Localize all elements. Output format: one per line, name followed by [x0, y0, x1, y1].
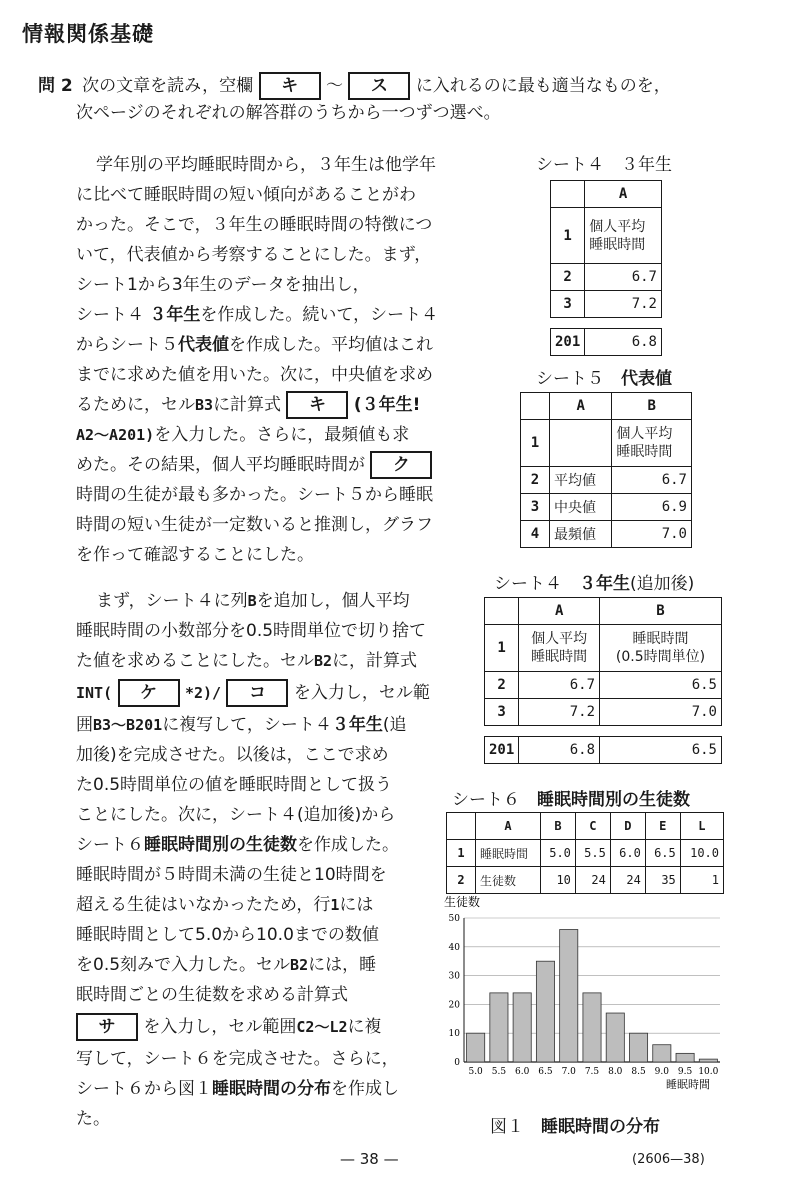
x-tick-label: 8.5	[631, 1067, 646, 1077]
question-number: 問 2	[38, 76, 73, 96]
col-header: B	[540, 813, 575, 840]
cell: 24	[610, 867, 645, 894]
cell: 5.5	[575, 840, 610, 867]
cell: 6.7	[519, 672, 600, 699]
figure-caption	[490, 1112, 660, 1137]
blank-ki-header: キ	[259, 72, 321, 100]
row-number: 2	[485, 672, 519, 699]
blank-su-header: ス	[348, 72, 410, 100]
cell: 5.0	[540, 840, 575, 867]
label-cell: 生徒数	[476, 867, 541, 894]
caption-bold: 睡眠時間別の生徒数	[537, 790, 690, 810]
passage-line	[76, 420, 409, 450]
cell-ref: 1	[330, 896, 340, 914]
row-number: 1	[551, 208, 585, 264]
text: からシート５	[76, 335, 178, 355]
cell: 6.5	[645, 840, 680, 867]
y-tick-label: 10	[448, 1029, 460, 1040]
passage-line	[76, 300, 438, 330]
passage-line: かった。そこで，３年生の睡眠時間の特徴につ	[76, 215, 433, 235]
header-cell	[585, 208, 662, 264]
cell: 7.2	[519, 699, 600, 726]
y-tick-label: 40	[448, 942, 460, 953]
header-text: 睡眠時間	[589, 236, 646, 253]
bar-5.0	[467, 1033, 485, 1062]
cell: 1	[680, 867, 723, 894]
text: を入力し，セル範	[293, 683, 430, 703]
text: を作成した。続いて，シート４	[200, 305, 439, 325]
row-number: 4	[521, 521, 550, 548]
cell: 6.0	[610, 840, 645, 867]
passage-line: 睡眠時間として5.0から10.0までの数値	[76, 925, 379, 945]
x-tick-label: 5.0	[468, 1067, 483, 1077]
x-tick-label: 7.5	[584, 1067, 600, 1077]
bar-9.5	[676, 1053, 694, 1062]
tilde: 〜	[326, 76, 343, 96]
text: を追加し，個人平均	[256, 591, 410, 611]
x-tick-label: 6.0	[515, 1067, 530, 1077]
passage-line	[76, 330, 433, 360]
cell-ref: B	[247, 592, 257, 610]
header-text: 個人平均	[616, 426, 673, 442]
break-row	[485, 726, 722, 737]
sheet5-table	[520, 392, 692, 548]
formula-part: INT(	[76, 684, 113, 702]
text: シート６	[76, 835, 144, 855]
caption-bold: 代表値	[621, 369, 672, 389]
caption-text: シート４	[494, 574, 562, 594]
cell: 35	[645, 867, 680, 894]
col-header: B	[600, 598, 722, 625]
text: た値を求めることにした。セル	[76, 651, 314, 671]
instruction-line-2: 次ページのそれぞれの解答群のうちから一つずつ選べ。	[76, 103, 501, 123]
figure-number: 図１	[490, 1117, 524, 1137]
blank-ke: ケ	[118, 679, 180, 707]
caption-text: (追加後)	[630, 574, 695, 594]
col-header: C	[575, 813, 610, 840]
header-text: 睡眠時間	[632, 631, 689, 647]
text: を入力し，セル範囲	[143, 1017, 297, 1037]
text: シート４	[76, 305, 144, 325]
formula-part: *2)/	[184, 684, 222, 702]
y-tick-label: 30	[448, 971, 460, 982]
bar-7.0	[560, 930, 578, 1062]
passage-line: た0.5時間単位の値を睡眠時間として扱う	[76, 775, 393, 795]
cell: 6.8	[519, 737, 600, 764]
passage-line: 写して，シート６を完成させた。さらに，	[76, 1049, 399, 1069]
passage-line	[76, 450, 432, 480]
text: に，計算式	[332, 651, 418, 671]
bar-8.0	[606, 1013, 624, 1062]
row-number: 1	[447, 840, 476, 867]
sheet4-table	[550, 180, 662, 356]
bar-8.5	[629, 1033, 647, 1062]
row-number: 2	[521, 467, 550, 494]
bar-6.5	[536, 961, 554, 1062]
sleep-distribution-chart	[440, 892, 730, 1092]
y-axis-label: 生徒数	[444, 895, 481, 909]
cell: 6.9	[612, 494, 692, 521]
cell: 7.0	[600, 699, 722, 726]
cell: 10.0	[680, 840, 723, 867]
text: まず，シート４に列	[96, 591, 248, 611]
x-tick-label: 10.0	[698, 1067, 719, 1077]
bar-9.0	[653, 1045, 671, 1062]
passage-line: 加後)を完成させた。以後は，ここで求め	[76, 745, 389, 765]
col-header: B	[612, 393, 692, 420]
cell: 6.5	[600, 737, 722, 764]
blank-ku: ク	[370, 451, 432, 479]
x-axis-label: 睡眠時間	[666, 1078, 710, 1091]
x-tick-label: 5.5	[491, 1067, 507, 1077]
cell-range: B3〜B201	[93, 716, 163, 734]
cell: 6.5	[600, 672, 722, 699]
text: を作成した。	[297, 835, 399, 855]
text: 囲	[76, 715, 93, 735]
cell-ref: B2	[314, 652, 333, 670]
instruction-text-2: に入れるのに最も適当なものを，	[415, 76, 671, 96]
page-number: — 38 —	[340, 1150, 399, 1168]
header-text: 個人平均	[589, 218, 646, 235]
text: を作成した。平均値はこれ	[229, 335, 433, 355]
bars	[467, 930, 718, 1062]
cell: 10	[540, 867, 575, 894]
header-text: 個人平均	[531, 631, 588, 647]
sheet6-table	[446, 812, 724, 894]
section-title: 情報関係基礎	[22, 22, 154, 46]
y-tick-label: 20	[448, 1000, 460, 1011]
text: には，睡	[308, 955, 377, 975]
row-number: 3	[551, 291, 585, 318]
sheet-name-bold: 睡眠時間別の生徒数	[144, 835, 297, 855]
blank-ko: コ	[226, 679, 288, 707]
caption-text: シート６	[452, 790, 520, 810]
text: るために，セル	[76, 395, 195, 415]
col-header: A	[550, 393, 612, 420]
text: めた。その結果，個人平均睡眠時間が	[76, 455, 365, 475]
row-number: 1	[521, 420, 550, 467]
x-tick-label: 7.0	[561, 1067, 576, 1077]
sheet-name-bold: 睡眠時間の分布	[212, 1079, 331, 1099]
formula-part: (３年生!	[353, 395, 421, 415]
text: を入力した。さらに，最頻値も求	[154, 425, 410, 445]
row-number: 2	[447, 867, 476, 894]
passage-line: シート1から3年生のデータを抽出し，	[76, 275, 370, 295]
text: には	[339, 895, 374, 915]
bar-7.5	[583, 993, 601, 1062]
row-number: 2	[551, 264, 585, 291]
blank-ki: キ	[286, 391, 348, 419]
sheet-name-bold: ３年生	[331, 715, 383, 735]
text: (追	[382, 715, 407, 735]
x-tick-label: 9.0	[654, 1067, 669, 1077]
header-cell	[519, 625, 600, 672]
header-cell	[612, 420, 692, 467]
header-text: (0.5時間単位)	[615, 649, 706, 665]
header-cell	[600, 625, 722, 672]
passage-line	[76, 890, 373, 920]
sheet5-caption	[536, 364, 672, 389]
cell-range: C2〜L2	[296, 1018, 348, 1036]
row-number: 1	[485, 625, 519, 672]
text: を0.5刻みで入力した。セル	[76, 955, 291, 975]
row-number: 3	[521, 494, 550, 521]
sheet-name-bold: ３年生	[149, 305, 201, 325]
passage-line	[76, 950, 376, 980]
bar-5.5	[490, 993, 508, 1062]
cell: 7.0	[612, 521, 692, 548]
passage-line: ことにした。次に，シート４(追加後)から	[76, 805, 396, 825]
passage-line: 時間の短い生徒が一定数いると推測し，グラフ	[76, 515, 433, 535]
passage-line	[76, 830, 399, 860]
col-header: L	[680, 813, 723, 840]
cell: 24	[575, 867, 610, 894]
cell-ref: B2	[290, 956, 309, 974]
question-instruction	[38, 72, 671, 100]
row-number: 201	[485, 737, 519, 764]
caption-text: シート５	[536, 369, 604, 389]
col-header: D	[610, 813, 645, 840]
cell: 6.8	[585, 329, 662, 356]
label-cell: 平均値	[550, 467, 612, 494]
row-number: 3	[485, 699, 519, 726]
sheet4b-table	[484, 597, 722, 764]
passage-line: 眠時間ごとの生徒数を求める計算式	[76, 985, 348, 1005]
figure-title: 睡眠時間の分布	[541, 1117, 660, 1137]
passage-line: に比べて睡眠時間の短い傾向があることがわ	[76, 185, 416, 205]
col-header: A	[585, 181, 662, 208]
label-cell: 睡眠時間	[476, 840, 541, 867]
text: に複	[347, 1017, 382, 1037]
blank-sa: サ	[76, 1013, 138, 1041]
text: に計算式	[213, 395, 282, 415]
passage-line: た。	[76, 1109, 110, 1129]
passage-line: を作って確認することにした。	[76, 545, 314, 565]
text: に複写して，シート４	[162, 715, 332, 735]
break-row	[551, 318, 662, 329]
passage-line: いて，代表値から考察することにした。まず，	[76, 245, 432, 265]
header-text: 睡眠時間	[616, 444, 673, 460]
col-header: A	[476, 813, 541, 840]
text: を作成し	[331, 1079, 399, 1099]
col-header: A	[519, 598, 600, 625]
text: 超える生徒はいなかったため，行	[76, 895, 331, 915]
passage-line	[76, 710, 407, 740]
cell-ref: B3	[195, 396, 214, 414]
sheet-name-bold: 代表値	[178, 335, 229, 355]
bar-6.0	[513, 993, 531, 1062]
passage-line	[76, 390, 420, 420]
label-cell: 中央値	[550, 494, 612, 521]
instruction-text-1: 次の文章を読み，空欄	[82, 76, 254, 96]
passage-line	[96, 586, 410, 616]
passage-line: 睡眠時間が５時間未満の生徒と10時間を	[76, 865, 387, 885]
x-tick-label: 8.0	[608, 1067, 623, 1077]
y-tick-label: 50	[448, 914, 460, 924]
sheet6-caption	[452, 785, 690, 810]
x-tick-label: 6.5	[538, 1067, 553, 1077]
cell: 6.7	[585, 264, 662, 291]
x-tick-label: 9.5	[677, 1067, 693, 1077]
passage-line	[76, 678, 430, 708]
caption-bold: ３年生	[579, 574, 630, 594]
passage-line: 時間の生徒が最も多かった。シート５から睡眠	[76, 485, 433, 505]
passage-line	[76, 1074, 399, 1104]
cell: 6.7	[612, 467, 692, 494]
page-code: (2606—38)	[632, 1152, 705, 1167]
passage-line	[76, 646, 417, 676]
passage-line: 学年別の平均睡眠時間から，３年生は他学年	[96, 155, 436, 175]
passage-line: までに求めた値を用いた。次に，中央値を求め	[76, 365, 433, 385]
col-header: E	[645, 813, 680, 840]
label-cell: 最頻値	[550, 521, 612, 548]
row-number: 201	[551, 329, 585, 356]
passage-line: 睡眠時間の小数部分を0.5時間単位で切り捨て	[76, 621, 427, 641]
text: シート６から図１	[76, 1079, 212, 1099]
bar-10.0	[699, 1059, 717, 1062]
cell: 7.2	[585, 291, 662, 318]
y-tick-label: 0	[454, 1058, 460, 1068]
sheet4b-caption	[494, 569, 694, 594]
header-text: 睡眠時間	[531, 649, 588, 665]
formula-part: A2〜A201)	[76, 426, 155, 444]
passage-line	[76, 1012, 382, 1042]
sheet4-caption: シート４ ３年生	[536, 155, 672, 175]
